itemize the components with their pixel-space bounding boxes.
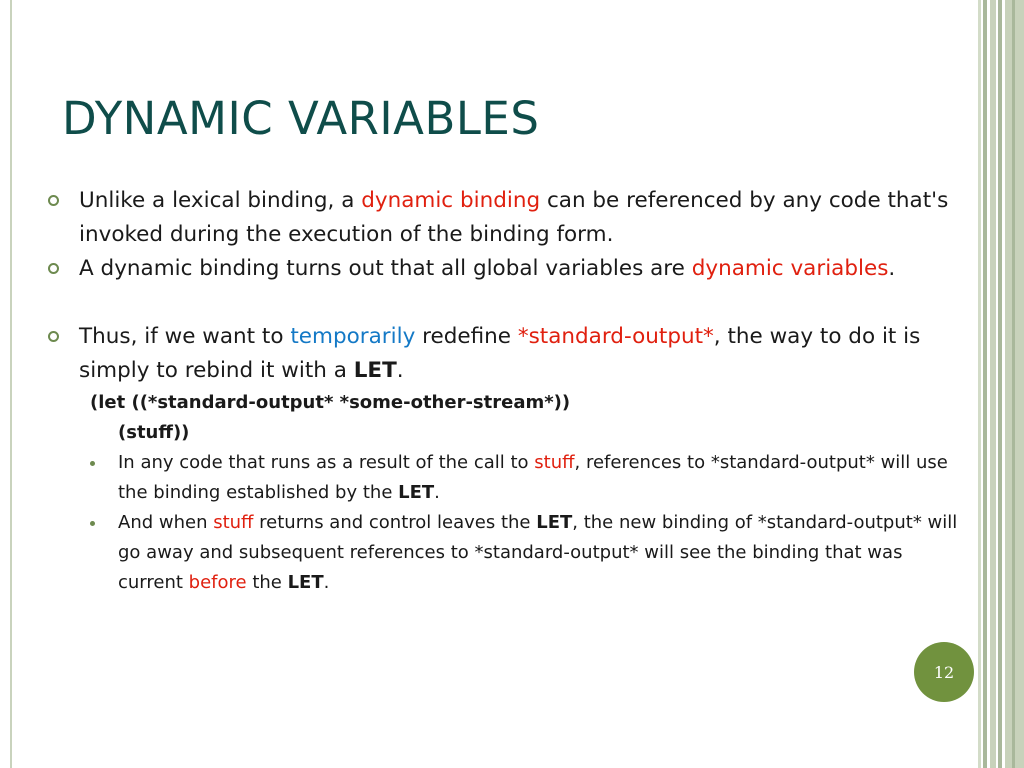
highlight-term: *standard-output* (517, 324, 714, 349)
right-border-stripe (978, 0, 981, 768)
sub-bullet-text: And when (118, 512, 214, 533)
code-line: (let ((*standard-output* *some-other-stream*)) (90, 392, 571, 413)
highlight-term: stuff (534, 452, 575, 473)
keyword: LET (353, 358, 397, 383)
sub-bullet-text: returns and control leaves the (253, 512, 537, 533)
highlight-term: stuff (213, 512, 254, 533)
sub-bullet-item (118, 448, 968, 508)
bullet-text: Thus, if we want to (79, 324, 291, 349)
code-line: (stuff)) (118, 422, 190, 443)
right-border-stripe (983, 0, 987, 768)
bullet-text: A dynamic binding turns out that all global variables are (79, 256, 692, 281)
slide-number-badge (914, 642, 974, 702)
keyword: LET (287, 572, 324, 593)
bullet-text: Unlike a lexical binding, a (79, 188, 362, 213)
sub-bullet-text: . (323, 572, 330, 593)
keyword: LET (536, 512, 573, 533)
bullet-text: can be referenced by any code that's invoked during the execution of the binding form. (79, 188, 949, 247)
left-border-line (10, 0, 12, 768)
right-border-stripe (1012, 0, 1015, 768)
slide-number: 12 (933, 662, 955, 682)
bullet-text: , the way to do it is simply to rebind it with a (79, 324, 921, 383)
ring-bullet-icon (48, 263, 59, 274)
keyword: LET (398, 482, 435, 503)
bullet-item (79, 184, 959, 252)
bullet-text: . (396, 358, 404, 383)
bullet-text: . (888, 256, 896, 281)
dot-bullet-icon (90, 461, 95, 466)
sub-bullet-text: , references to *standard-output* will use the binding established by the (118, 452, 948, 503)
bullet-text: redefine (415, 324, 518, 349)
highlight-term: dynamic variables (691, 256, 889, 281)
sub-bullet-text: the (246, 572, 288, 593)
sub-bullet-item (118, 508, 968, 598)
highlight-term: temporarily (290, 324, 416, 349)
ring-bullet-icon (48, 331, 59, 342)
slide-title: DYNAMIC VARIABLES (62, 92, 540, 145)
right-border-stripe (990, 0, 996, 768)
highlight-term: dynamic binding (361, 188, 541, 213)
bullet-item (79, 252, 959, 286)
right-border-stripe (998, 0, 1002, 768)
sub-bullet-text: . (434, 482, 440, 503)
dot-bullet-icon (90, 521, 95, 526)
ring-bullet-icon (48, 195, 59, 206)
sub-bullet-text: In any code that runs as a result of the call to (118, 452, 535, 473)
bullet-item (79, 320, 959, 388)
highlight-term: before (188, 572, 247, 593)
sub-bullet-text: , the new binding of *standard-output* will go away and subsequent references to *standard-output* will see the binding that was current (118, 512, 958, 593)
